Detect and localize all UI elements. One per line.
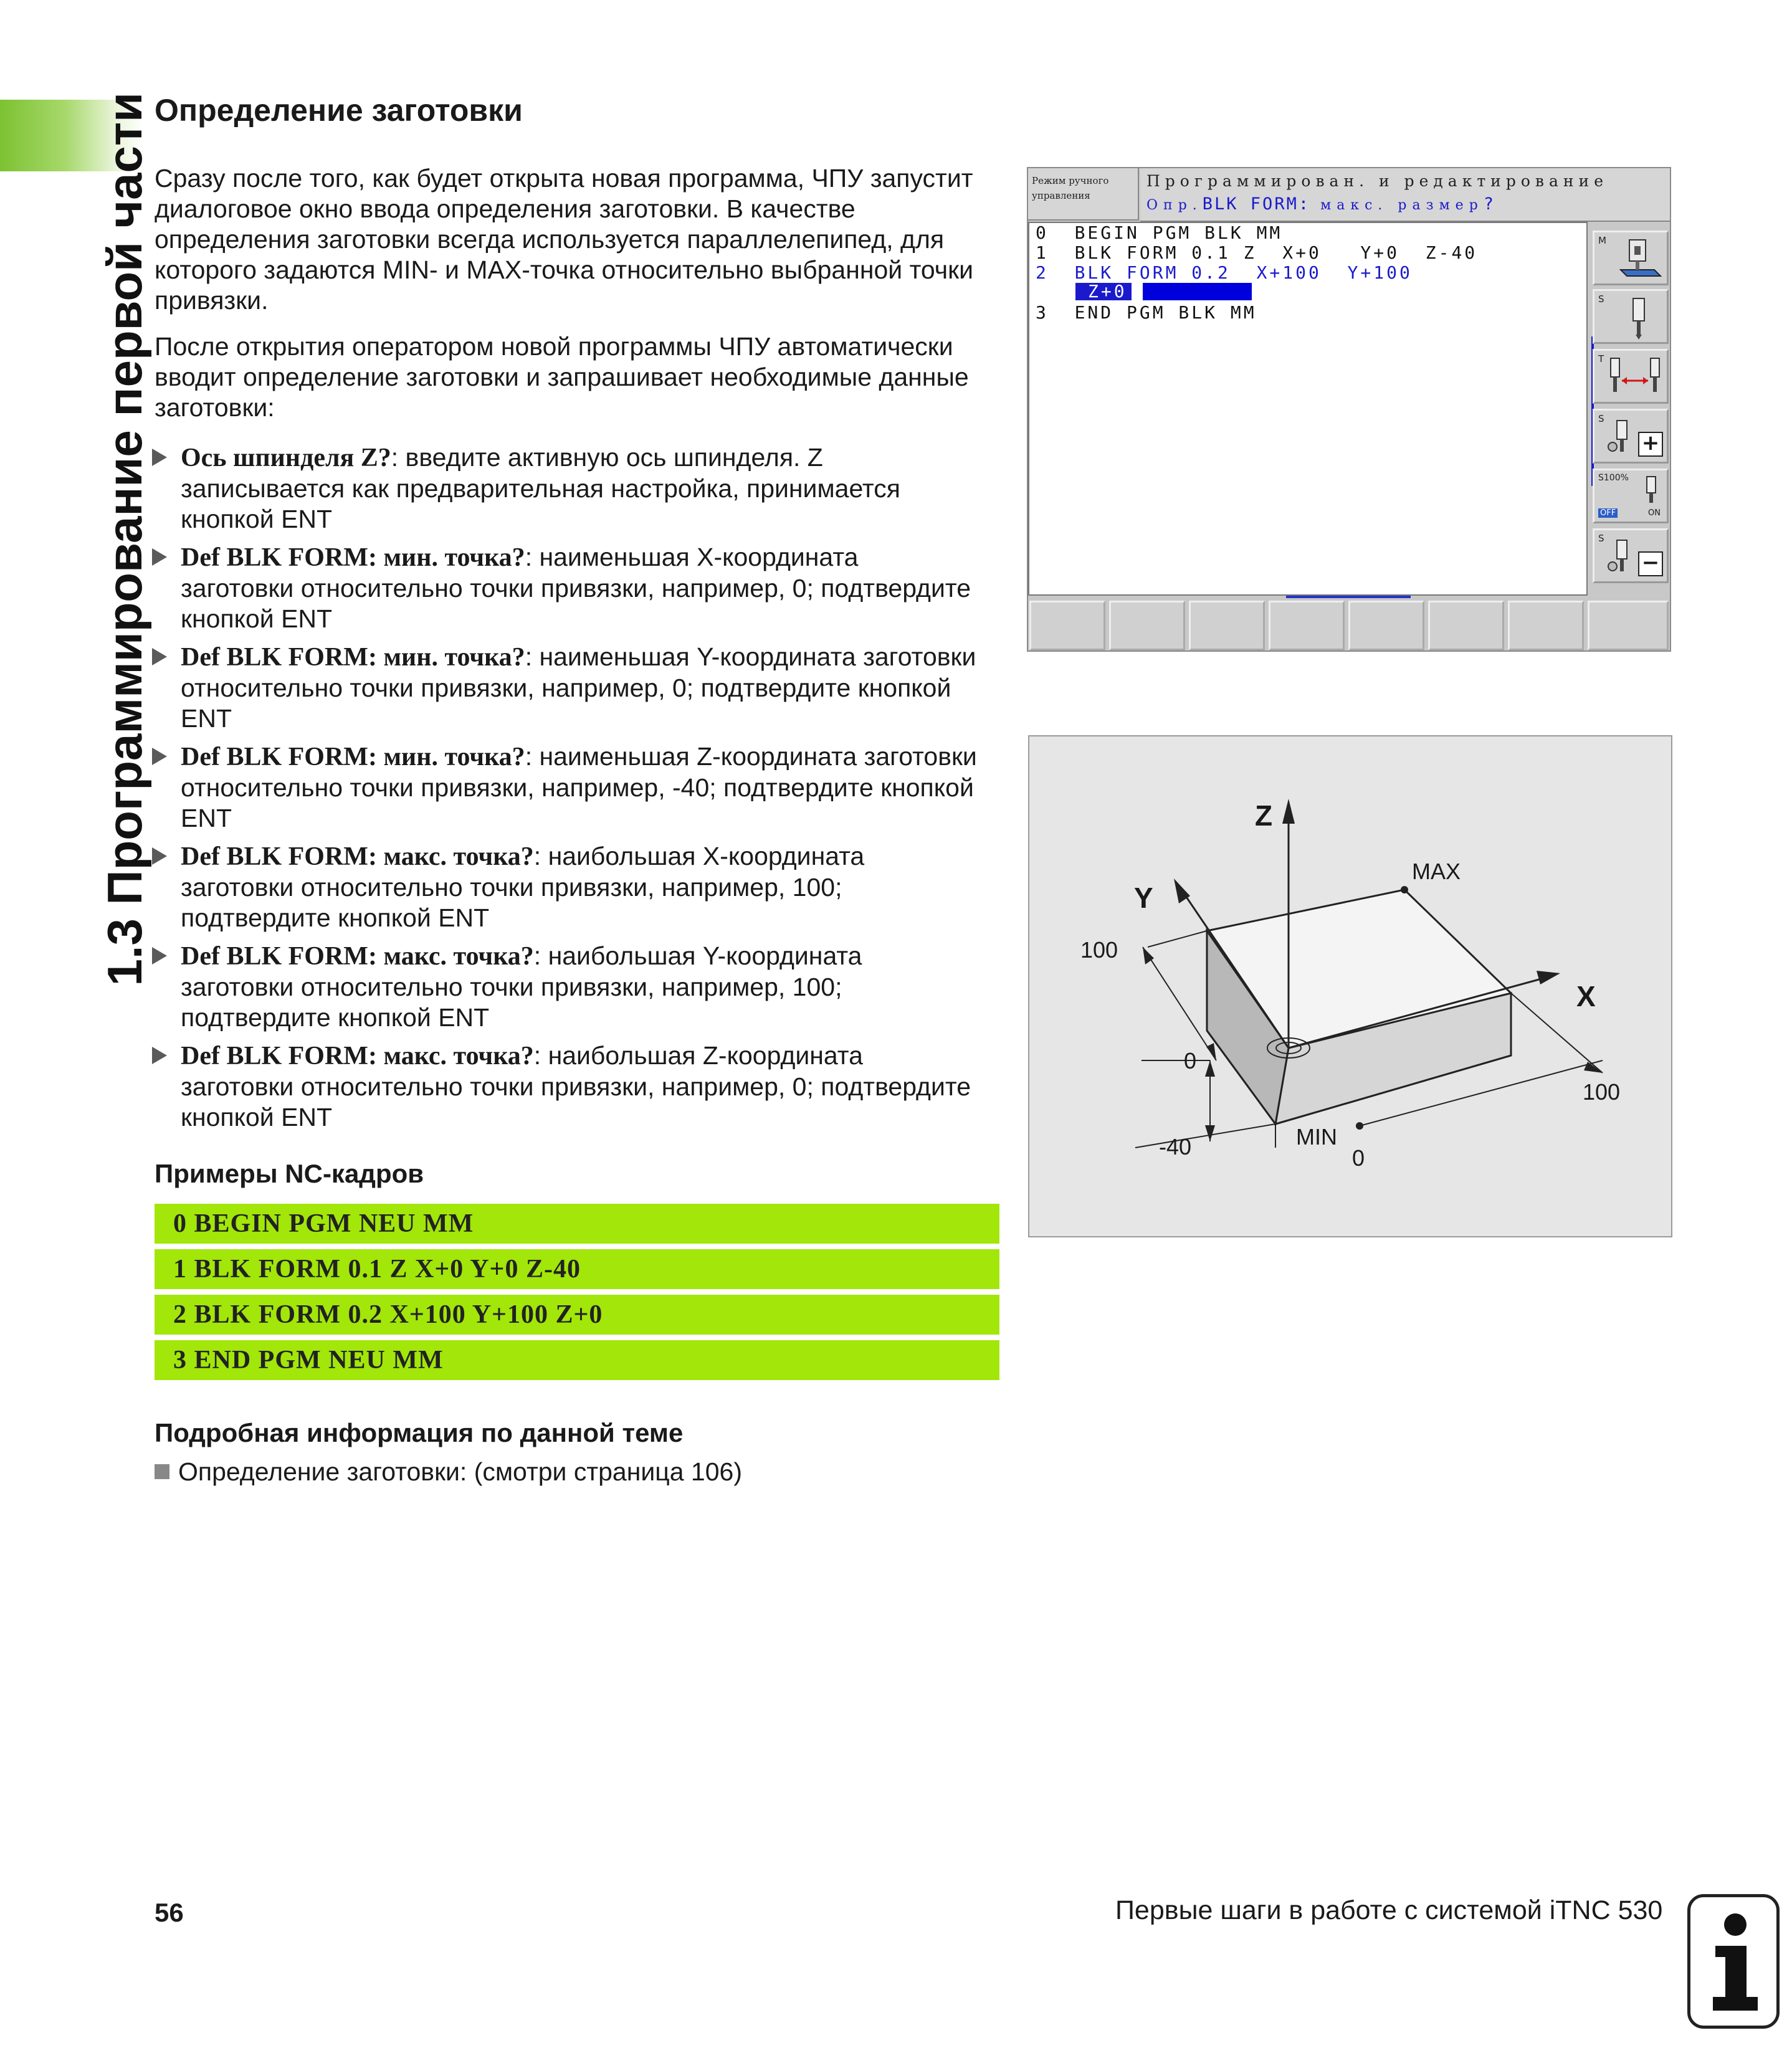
bullet-arrow-icon [152, 449, 167, 466]
z-axis-label: Z [1255, 799, 1273, 832]
min-point-label: MIN [1296, 1124, 1337, 1150]
bullet-arrow-icon [152, 648, 167, 665]
program-line-active[interactable]: 2 BLK FORM 0.2 X+100 Y+100 [1036, 262, 1413, 283]
off-label: OFF [1598, 508, 1618, 518]
softkey-row-indicator [1286, 596, 1411, 598]
spindle-minus-icon [1607, 539, 1638, 578]
square-bullet-icon [155, 1464, 169, 1479]
spindle-minus-button[interactable] [1593, 528, 1669, 583]
blank-form-illustration [1029, 736, 1671, 1236]
prompt-part: BLK FORM: [1202, 194, 1311, 214]
y-axis-label: Y [1134, 882, 1153, 914]
softkey[interactable] [1109, 601, 1185, 650]
side-button-label: T [1598, 353, 1604, 364]
z-min-value: -40 [1159, 1134, 1192, 1160]
input-value-highlight [1075, 283, 1132, 300]
spindle-override-icon [1641, 475, 1666, 507]
softkey[interactable] [1588, 601, 1669, 650]
list-item [155, 741, 977, 834]
more-info-item [155, 1457, 742, 1487]
bullet-arrow-icon [152, 1047, 167, 1064]
cnc-mode-title: Программирован. и редактирование [1146, 172, 1608, 190]
bullet-key: Def BLK FORM: мин. точка? [181, 543, 525, 572]
more-info-heading: Подробная информация по данной теме [155, 1418, 684, 1447]
softkey[interactable] [1189, 601, 1265, 650]
x-max-value: 100 [1583, 1079, 1621, 1105]
softkey[interactable] [1348, 601, 1424, 650]
machine-table-icon [1617, 237, 1667, 282]
bullet-arrow-icon [152, 847, 167, 865]
spindle-plus-button[interactable] [1593, 409, 1669, 464]
second-paragraph: После открытия оператором новой программы ЧПУ автоматически вводит определение заготовки и запрашивает необходимые данные заготовки: [155, 332, 969, 422]
list-item [155, 442, 977, 535]
chapter-side-title: 1.3 Программирование первой части [97, 92, 152, 986]
softkey[interactable] [1428, 601, 1504, 650]
side-button-label: S [1598, 413, 1604, 424]
intro-paragraph: Сразу после того, как будет открыта новая программа, ЧПУ запустит диалоговое окно ввода определения заготовки. В качестве определения заготовки всегда используется параллелепипед, для которого задаются MIN- и MAX-точка относительно выбранной точки привязки. [155, 164, 974, 315]
section-title: Определение заготовки [155, 93, 523, 128]
page-number: 56 [155, 1898, 184, 1927]
machine-table-button[interactable] [1593, 231, 1669, 285]
plus-sign: + [1638, 432, 1663, 457]
spindle-icon [1622, 297, 1659, 341]
bullet-key: Def BLK FORM: мин. точка? [181, 743, 525, 771]
softkey[interactable] [1029, 601, 1105, 650]
more-info-text: Определение заготовки: (смотри страница 106) [178, 1457, 742, 1486]
program-line[interactable]: 0 BEGIN PGM BLK MM [1036, 222, 1283, 243]
cnc-dialog-prompt [1146, 194, 1495, 214]
bullet-key: Def BLK FORM: макс. точка? [181, 1042, 534, 1070]
side-button-label: M [1598, 235, 1606, 246]
program-editor[interactable] [1028, 222, 1588, 596]
bullet-arrow-icon [152, 947, 167, 964]
max-point-label: MAX [1412, 859, 1461, 884]
bullet-key: Ось шпинделя Z? [181, 444, 391, 472]
cnc-screen [1027, 167, 1671, 652]
side-button-label: S100% [1598, 473, 1629, 483]
spindle-override-button[interactable] [1593, 469, 1669, 523]
program-line[interactable]: 1 BLK FORM 0.1 Z X+0 Y+0 Z-40 [1036, 242, 1478, 263]
operating-mode-label: Режим ручного управления [1028, 168, 1139, 221]
info-icon [1687, 1894, 1780, 2029]
x-min-value: 0 [1352, 1145, 1365, 1171]
side-button-label: S [1598, 533, 1604, 544]
input-cursor[interactable] [1143, 283, 1252, 300]
bullet-text: : наибольшая Z-координата заготовки относительно точки привязки, например, 0; подтвердите кнопкой ENT [181, 1041, 971, 1131]
prompt-part: ? [1483, 194, 1496, 214]
footer-title: Первые шаги в работе с системой iTNC 530 [1115, 1895, 1663, 1925]
nc-block-row: 0 BEGIN PGM NEU MM [155, 1204, 999, 1244]
bullet-key: Def BLK FORM: мин. точка? [181, 643, 525, 672]
nc-block-row: 2 BLK FORM 0.2 X+100 Y+100 Z+0 [155, 1295, 999, 1335]
bullet-text: : наименьшая Z-координата заготовки относительно точки привязки, например, -40; подтвердите кнопкой ENT [181, 742, 977, 832]
softkey[interactable] [1269, 601, 1345, 650]
bullet-arrow-icon [152, 748, 167, 765]
y-min-value: 0 [1184, 1048, 1197, 1074]
side-button-label: S [1598, 293, 1604, 305]
list-item [155, 841, 977, 933]
blank-form-diagram [1028, 735, 1672, 1237]
program-line[interactable]: 3 END PGM BLK MM [1036, 302, 1257, 323]
list-item [155, 542, 977, 634]
list-item [155, 1041, 977, 1133]
tool-change-icon [1607, 356, 1669, 402]
bullet-text: : наименьшая X-координата заготовки относительно точки привязки, например, 0; подтвердите кнопкой ENT [181, 543, 971, 633]
prompt-part: Опр. [1146, 198, 1203, 213]
spindle-button[interactable] [1593, 289, 1669, 344]
examples-heading: Примеры NC-кадров [155, 1159, 424, 1188]
softkey[interactable] [1508, 601, 1584, 650]
x-axis-label: X [1576, 980, 1596, 1012]
list-item [155, 941, 977, 1033]
info-glyph [1690, 1897, 1776, 2026]
bullet-text: : наибольшая Y-координата заготовки относительно точки привязки, например, 100; подтвердите кнопкой ENT [181, 941, 862, 1032]
on-label: ON [1648, 508, 1661, 518]
cnc-header [1140, 168, 1670, 222]
bullet-key: Def BLK FORM: макс. точка? [181, 942, 534, 971]
bullet-key: Def BLK FORM: макс. точка? [181, 842, 534, 871]
bullet-text: : введите активную ось шпинделя. Z записывается как предварительная настройка, принимается кнопкой ENT [181, 443, 900, 533]
spindle-plus-icon [1607, 419, 1638, 458]
list-item [155, 642, 977, 734]
nc-block-row: 3 END PGM NEU MM [155, 1340, 999, 1380]
current-input-value: Z+0 [1088, 281, 1127, 302]
tool-change-button[interactable] [1593, 349, 1669, 404]
nc-block-row: 1 BLK FORM 0.1 Z X+0 Y+0 Z-40 [155, 1249, 999, 1289]
bullet-arrow-icon [152, 548, 167, 566]
prompt-part: макс. размер [1310, 198, 1484, 213]
y-max-value: 100 [1080, 937, 1118, 963]
minus-sign: − [1638, 551, 1663, 576]
bullet-text: : наибольшая X-координата заготовки относительно точки привязки, например, 100; подтвердите кнопкой ENT [181, 842, 865, 932]
bullet-text: : наименьшая Y-координата заготовки относительно точки привязки, например, 0; подтвердите кнопкой ENT [181, 642, 976, 733]
